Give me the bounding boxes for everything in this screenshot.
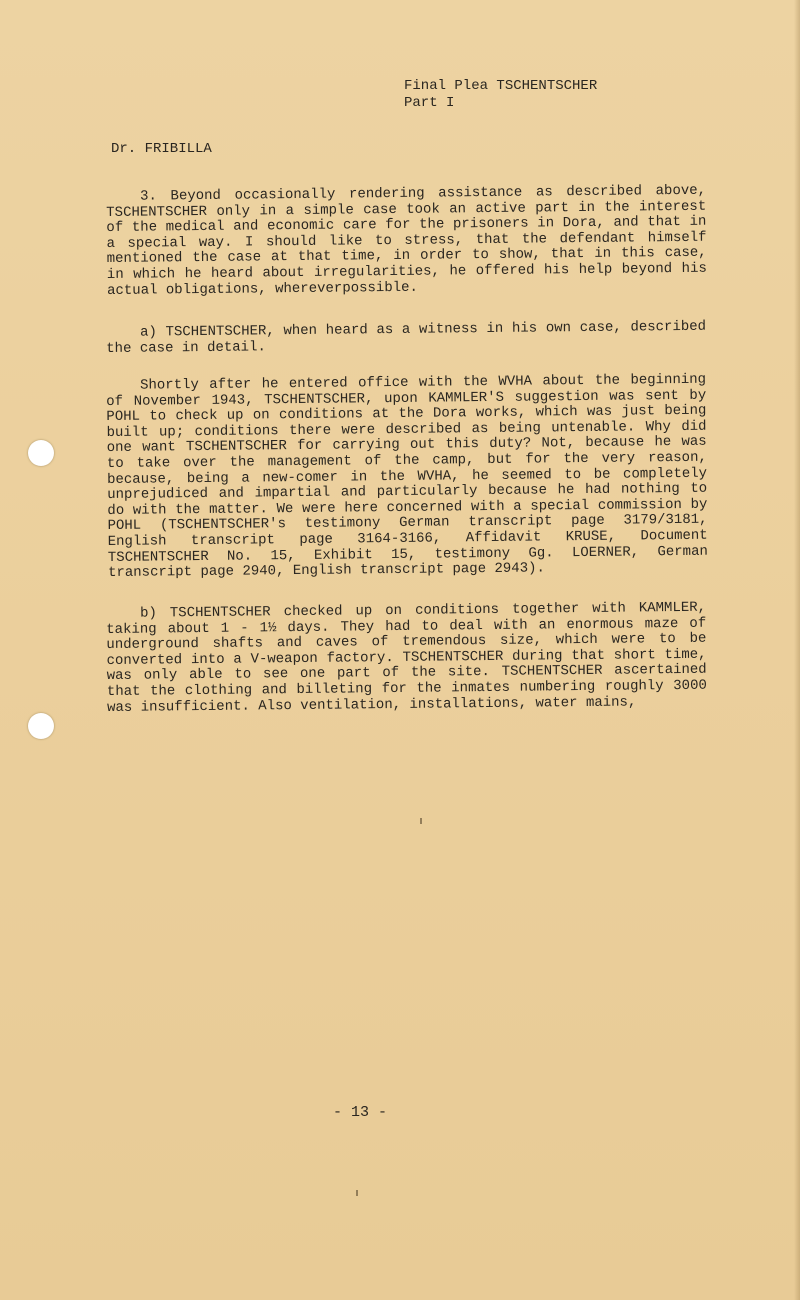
header-part: Part I bbox=[404, 95, 455, 111]
paragraph-3a-continued: Shortly after he entered office with the WVHA about the beginning of November 1943, TSCHENTSCHER, upon KAMMLER'S suggestion was sent by POHL to check up on conditions at the Dora works, which was just being built up; conditions there were described as being untenable. Why did one want TSCHENTSCHER for carrying out this duty? Not, because he was to take over the management of the camp, but for the very reason, because, being a new-comer in the WVHA, he seemed to be completely unprejudiced and impartial and particularly because he had nothing to do with the matter. We were here concerned with a special commission by POHL (TSCHENTSCHER's testimony German transcript page 3179/3181, English transcript page 3164-3166, Affidavit KRUSE, Document TSCHENTSCHER No. 15, Exhibit 15, testimony Gg. LOERNER, German transcript page 2940, English transcript page 2943). bbox=[106, 371, 708, 582]
speaker-name: Dr. FRIBILLA bbox=[111, 141, 212, 157]
header-title: Final Plea TSCHENTSCHER bbox=[404, 78, 598, 94]
document-header bbox=[404, 78, 597, 112]
paper-speck bbox=[420, 818, 422, 824]
page-number: - 13 - bbox=[332, 1104, 387, 1121]
punch-hole-upper bbox=[28, 440, 54, 466]
paper-speck bbox=[356, 1190, 358, 1196]
page-edge-shadow bbox=[794, 0, 800, 1300]
paragraph-3: 3. Beyond occasionally rendering assistance as described above, TSCHENTSCHER only in a simple case took an active part in the interest of the medical and economic care for the prisoners in Dora, and that in a special way. I should like to stress, that the defendant himself mentioned the case at that time, in order to show, that in this case, in which he heard about irregularities, he offered his help beyond his actual obligations, whereverpossible. bbox=[106, 182, 707, 299]
paragraph-3b: b) TSCHENTSCHER checked up on conditions together with KAMMLER, taking about 1 - 1½ days. They had to deal with an enormous maze of underground shafts and caves of tremendous size, which were to be converted into a V-weapon factory. TSCHENTSCHER during that short time, was only able to see one part of the site. TSCHENTSCHER ascertained that the clothing and billeting for the inmates numbering roughly 3000 was insufficient. Also ventilation, installations, water mains, bbox=[106, 599, 707, 716]
punch-hole-lower bbox=[28, 713, 54, 739]
paragraph-3a: a) TSCHENTSCHER, when heard as a witness in his own case, described the case in detail. bbox=[106, 318, 707, 357]
